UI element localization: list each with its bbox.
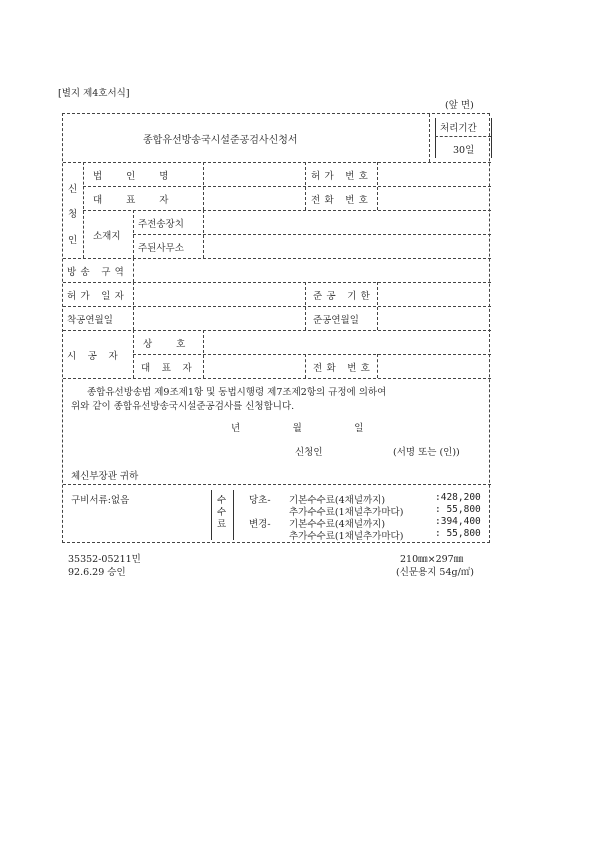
fee-item-2: 추가수수료(1채널추가마다) [289, 507, 404, 518]
representative-label: 대 표 자 [93, 195, 179, 206]
form-number: [별지 제4호서식] [58, 88, 130, 99]
start-date-label: 착공연월일 [67, 315, 113, 326]
applicant-char-2: 청 [68, 209, 78, 220]
fee-amount-2: : 55,800 [435, 504, 481, 515]
applicant-char-1: 신 [68, 184, 78, 195]
statement-line-2: 위와 같이 종합유선방송국시설준공검사를 신청합니다. [71, 401, 295, 412]
processing-period-value: 30일 [453, 145, 475, 156]
form-title: 종합유선방송국시설준공검사신청서 [143, 135, 298, 146]
main-office-label: 주된사무소 [138, 243, 184, 254]
fee-label-char-3: 료 [217, 519, 227, 530]
signature-hint: (서명 또는 (인)) [393, 447, 460, 458]
application-form [62, 113, 490, 543]
applicant-signature-label: 신청인 [295, 447, 323, 458]
fee-amount-3: :394,400 [435, 516, 481, 527]
form-code: 35352-05211민 [68, 554, 141, 565]
fee-label-char-1: 수 [217, 495, 227, 506]
page-side: (앞 면) [445, 100, 474, 111]
corp-name-label: 법 인 명 [93, 171, 179, 182]
address-label: 소재지 [93, 231, 121, 242]
fee-label-char-2: 수 [217, 507, 227, 518]
required-documents: 구비서류:없음 [71, 495, 130, 506]
date-line: 년 월 일 [231, 423, 389, 434]
license-date-label: 허가 일자 [67, 291, 129, 302]
processing-period-label: 처리기간 [440, 123, 477, 134]
contractor-representative-label: 대 표 자 [141, 363, 196, 374]
main-station-label: 주전송장치 [138, 219, 184, 230]
applicant-char-3: 인 [68, 235, 78, 246]
contractor-label: 시 공 자 [67, 351, 122, 362]
fee-amount-1: :428,200 [435, 492, 481, 503]
paper-type: (신문용지 54g/㎡) [396, 567, 475, 578]
addressee: 체신부장관 귀하 [71, 471, 139, 482]
fee-item-3: 기본수수료(4채널까지) [289, 519, 386, 530]
fee-item-1: 기본수수료(4채널까지) [289, 495, 386, 506]
completion-deadline-label: 준공 기한 [313, 291, 375, 302]
license-number-label: 허가 번호 [311, 171, 373, 182]
completion-date-label: 준공연월일 [313, 315, 359, 326]
fee-item-4: 추가수수료(1채널추가마다) [289, 531, 404, 542]
phone-label: 전화 번호 [311, 195, 373, 206]
statement-line-1: 종합유선방송법 제9조제1항 및 동법시행령 제7조제2항의 규정에 의하여 [87, 387, 387, 398]
approval-date: 92.6.29 승인 [68, 567, 126, 578]
fee-kind-1: 당초- [249, 495, 271, 506]
paper-size: 210㎜×297㎜ [400, 554, 464, 565]
broadcast-area-label: 방송 구역 [67, 267, 129, 278]
contractor-phone-label: 전화 번호 [313, 363, 375, 374]
fee-amount-4: : 55,800 [435, 528, 481, 539]
fee-kind-3: 변경- [249, 519, 271, 530]
trade-name-label: 상 호 [143, 339, 196, 350]
